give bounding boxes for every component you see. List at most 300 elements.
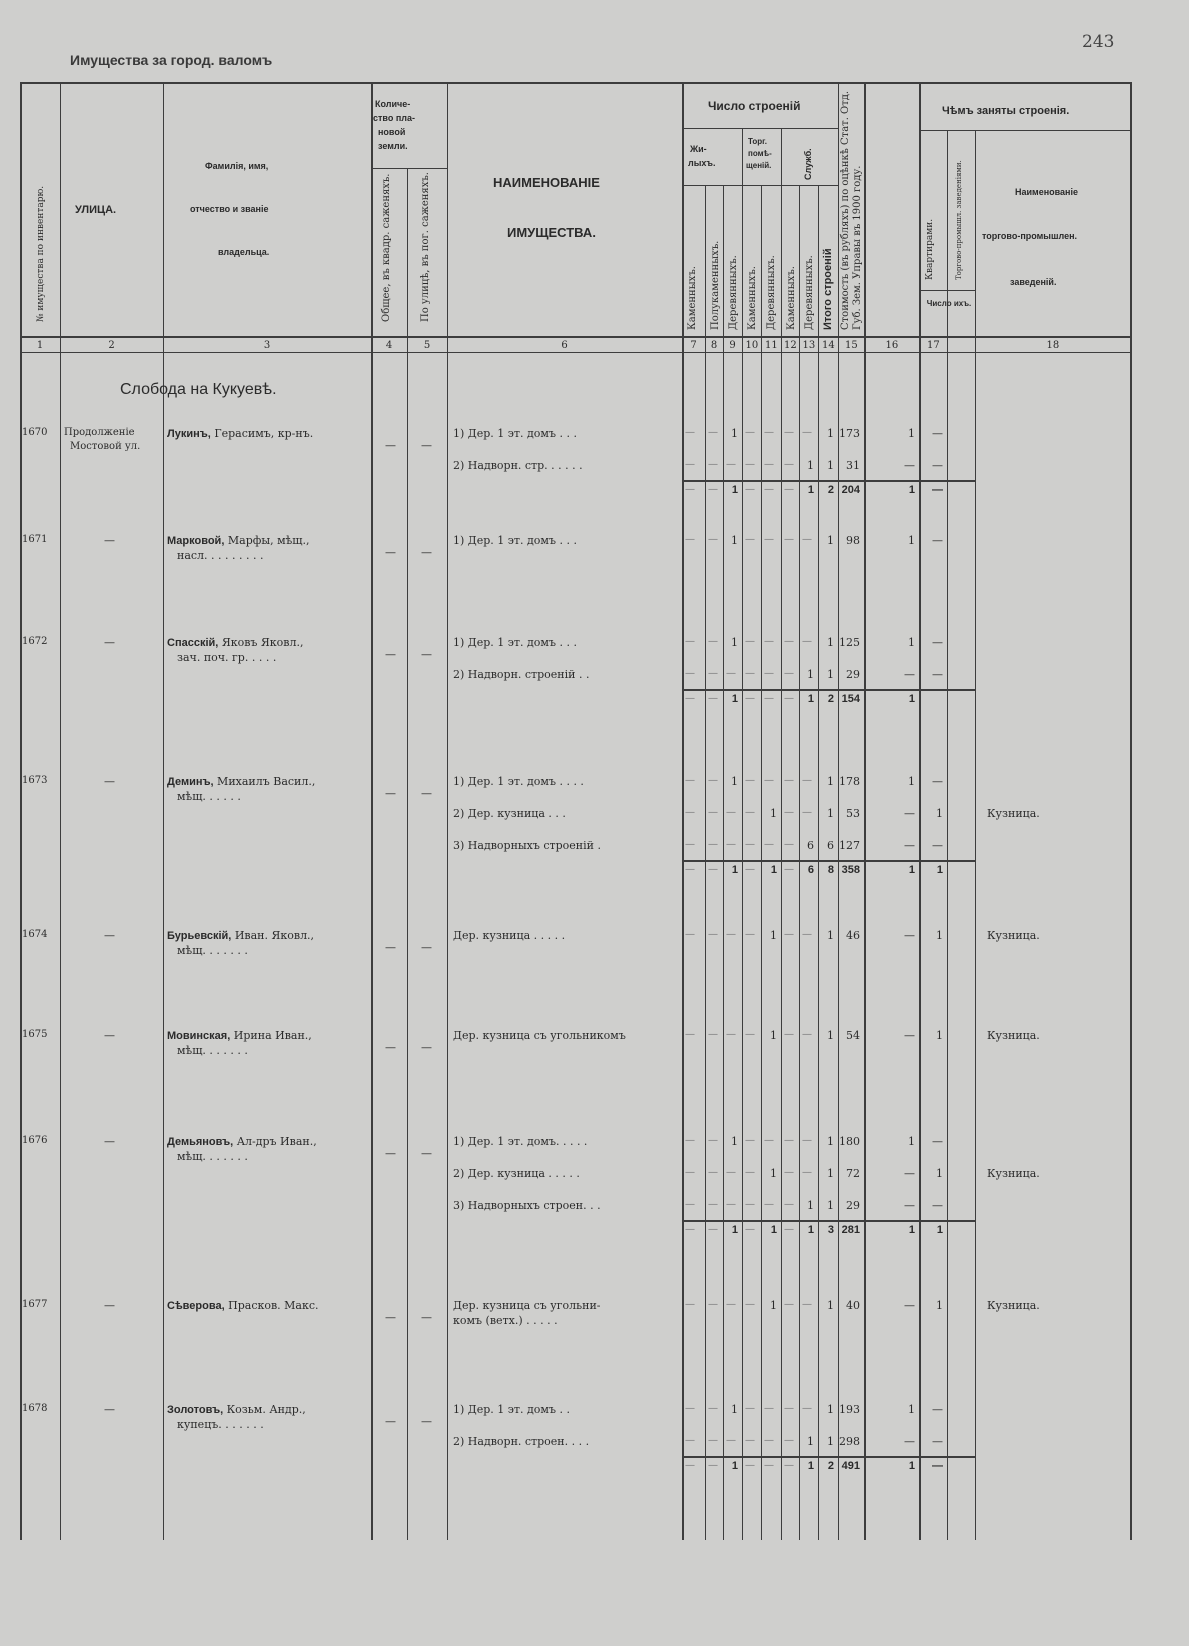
row-1672-owner-2: зач. поч. гр. . . . . [177, 651, 277, 664]
header-street: УЛИЦА. [75, 204, 117, 216]
row-1672-total-c10-dash: — [745, 693, 755, 704]
column-rule-3 [371, 82, 373, 1540]
row-1670-item-2-c7-dash: — [685, 459, 695, 470]
row-1671-owner-2: насл. . . . . . . . . [177, 549, 264, 562]
row-1674-item-1-apartments: — [904, 929, 915, 942]
row-1677-item-1-c11: 1 [770, 1299, 777, 1312]
row-1670-item-2-c13: 1 [807, 459, 814, 472]
header-count: Число ихъ. [926, 299, 972, 308]
row-1676-total-c12-dash: — [784, 1224, 794, 1235]
row-1671-item-1-c13-dash: — [802, 534, 812, 545]
row-1675-item-1-apartments: — [904, 1029, 915, 1042]
row-1676-item-1-establishments: — [932, 1135, 943, 1148]
row-1676-land-total: — [385, 1147, 396, 1160]
row-1678-total-c9: 1 [731, 1460, 738, 1472]
header-land-1: Количе- [375, 99, 411, 109]
row-1678-item-2-c7-dash: — [685, 1435, 695, 1446]
row-1678-total-total: 2 [827, 1460, 834, 1472]
column-rule-7 [705, 185, 706, 1540]
row-1670-item-2-value: 31 [846, 459, 860, 472]
row-1673-total-value: 358 [841, 864, 860, 876]
row-1676-item-3-c13: 1 [807, 1199, 814, 1212]
row-1670-item-2-apartments: — [904, 459, 915, 472]
row-1671-item-1-c9: 1 [731, 534, 738, 547]
row-street: — [104, 1029, 115, 1042]
row-1677-number: 1677 [22, 1299, 48, 1310]
row-1673-total-c13: 6 [807, 864, 814, 876]
row-1674-item-1-c12-dash: — [784, 929, 794, 940]
row-1676-total-c11: 1 [770, 1224, 777, 1236]
column-rule-6 [682, 82, 684, 1540]
column-rule-0 [20, 82, 22, 1540]
row-1672-total-c7-dash: — [685, 693, 695, 704]
header-land-2: ство пла- [373, 113, 415, 123]
row-1673-total-rule [682, 860, 975, 862]
row-1678-total-rule [682, 1456, 975, 1458]
row-1676-item-3-c8-dash: — [708, 1199, 718, 1210]
row-1675-number: 1675 [22, 1029, 48, 1040]
row-1673-item-2-c10-dash: — [745, 807, 755, 818]
header-owner-2: отчество и званіе [190, 204, 269, 214]
header-col5: По улицѣ, въ пог. саженяхъ. [420, 172, 431, 322]
row-1678-item-1-c11-dash: — [764, 1403, 774, 1414]
row-1674-item-1-c7-dash: — [685, 929, 695, 940]
header-c10: Каменныхъ. [747, 266, 758, 330]
row-1673-item-2-c8-dash: — [708, 807, 718, 818]
column-number-9: 9 [729, 340, 736, 351]
row-1676-total-c13: 1 [807, 1224, 814, 1236]
column-rule-10 [761, 185, 762, 1540]
column-rule-11 [781, 128, 782, 1540]
header-value: Стоимость (въ рубляхъ) по оцѣнкѣ Стат. Отд. Губ. Зем. Управы въ 1900 году. [840, 90, 863, 330]
row-1677-item-1-c13-dash: — [802, 1299, 812, 1310]
row-1670-item-2-c9-dash: — [726, 459, 736, 470]
header-c9: Деревянныхъ. [728, 255, 739, 330]
row-1675-owner-2: мѣщ. . . . . . . [177, 1044, 248, 1057]
row-1676-item-3-apartments: — [904, 1199, 915, 1212]
row-1672-item-2-c9-dash: — [726, 668, 736, 679]
row-1678-item-2-c9-dash: — [726, 1435, 736, 1446]
row-1672-item-1-total: 1 [827, 636, 834, 649]
row-1677-item-1-c9-dash: — [726, 1299, 736, 1310]
row-1674-item-1-c9-dash: — [726, 929, 736, 940]
row-1678-item-1-apartments: 1 [908, 1403, 915, 1416]
header-c7: Каменныхъ. [687, 266, 698, 330]
row-1671-item-1: 1) Дер. 1 эт. домъ . . . [453, 534, 577, 547]
row-1675-item-1-c10-dash: — [745, 1029, 755, 1040]
row-1672-item-1-value: 125 [839, 636, 860, 649]
row-1676-total-value: 281 [841, 1224, 860, 1236]
row-street: — [104, 775, 115, 788]
column-rule-17 [947, 130, 948, 1540]
row-street-2: Мостовой ул. [70, 441, 141, 452]
row-1670-total-value: 204 [841, 484, 860, 496]
row-1676-total-total: 3 [827, 1224, 834, 1236]
row-1673-item-2-establishment-name: Кузница. [987, 807, 1040, 820]
row-1673-item-3-c9-dash: — [726, 839, 736, 850]
column-number-18: 18 [1046, 340, 1060, 351]
row-street: — [104, 1299, 115, 1312]
row-1673-total-c12-dash: — [784, 864, 794, 875]
row-1673-item-2-c12-dash: — [784, 807, 794, 818]
row-1673-item-1: 1) Дер. 1 эт. домъ . . . . [453, 775, 584, 788]
row-1678-number: 1678 [22, 1403, 48, 1414]
row-1678-item-1-c7-dash: — [685, 1403, 695, 1414]
row-1673-total-c7-dash: — [685, 864, 695, 875]
row-1675-item-1-c7-dash: — [685, 1029, 695, 1040]
row-1678-owner-2: купецъ. . . . . . . [177, 1418, 264, 1431]
row-1673-total-apartments: 1 [908, 864, 915, 876]
row-1670-total-establishments: — [932, 484, 943, 496]
row-street: Продолженіе [64, 427, 135, 438]
row-1674-item-1-c8-dash: — [708, 929, 718, 940]
row-1678-total-c11-dash: — [764, 1460, 774, 1471]
row-1671-item-1-c12-dash: — [784, 534, 794, 545]
row-1678-total-value: 491 [841, 1460, 860, 1472]
row-1677-item-1-c7-dash: — [685, 1299, 695, 1310]
row-1672-item-1-c11-dash: — [764, 636, 774, 647]
row-1675-land-total: — [385, 1041, 396, 1054]
row-1670-item-2: 2) Надворн. стр. . . . . . [453, 459, 583, 472]
row-1675-item-1-establishment-name: Кузница. [987, 1029, 1040, 1042]
row-1678-item-2-establishments: — [932, 1435, 943, 1448]
row-1677-item-1-establishment-name: Кузница. [987, 1299, 1040, 1312]
row-1674-item-1: Дер. кузница . . . . . [453, 929, 566, 942]
row-1676-item-2: 2) Дер. кузница . . . . . [453, 1167, 580, 1180]
row-1673-item-3-c10-dash: — [745, 839, 755, 850]
header-service: Служб. [803, 148, 813, 180]
column-rule-18 [975, 130, 976, 1540]
row-1672-total-c13: 1 [807, 693, 814, 705]
column-rule-4 [407, 168, 408, 1540]
row-1678-item-2-c11-dash: — [764, 1435, 774, 1446]
header-col4: Общее, въ квадр. саженяхъ. [381, 173, 392, 322]
row-1675-item-1-c8-dash: — [708, 1029, 718, 1040]
column-number-8: 8 [710, 340, 718, 351]
row-1674-item-1-establishments: 1 [936, 929, 943, 942]
row-1670-total-apartments: 1 [908, 484, 915, 496]
row-1671-item-1-c11-dash: — [764, 534, 774, 545]
row-1673-owner: Деминъ, Михаилъ Васил., [167, 775, 316, 788]
row-1672-number: 1672 [22, 636, 48, 647]
row-1672-total-c12-dash: — [784, 693, 794, 704]
row-1674-number: 1674 [22, 929, 48, 940]
row-1674-item-1-total: 1 [827, 929, 834, 942]
row-1672-item-2-c8-dash: — [708, 668, 718, 679]
header-owner-3: владельца. [218, 247, 270, 257]
row-1678-land-street: — [421, 1415, 432, 1428]
header-trade-2: помѣ- [748, 149, 772, 158]
row-1676-total-establishments: 1 [936, 1224, 943, 1236]
column-number-5: 5 [423, 340, 431, 351]
occupancy-subheader-rule [919, 130, 1130, 131]
row-1673-item-1-apartments: 1 [908, 775, 915, 788]
row-1670-item-2-establishments: — [932, 459, 943, 472]
row-1672-item-2-establishments: — [932, 668, 943, 681]
column-number-6: 6 [561, 340, 568, 351]
row-1678-item-2-c8-dash: — [708, 1435, 718, 1446]
row-1673-item-3-c11-dash: — [764, 839, 774, 850]
row-1673-total-total: 8 [827, 864, 834, 876]
row-1671-number: 1671 [22, 534, 48, 545]
land-subheader-rule [371, 168, 447, 169]
row-1670-total-c9: 1 [731, 484, 738, 496]
row-1672-total-c11-dash: — [764, 693, 774, 704]
row-1673-item-2-total: 1 [827, 807, 834, 820]
header-land-3: новой [378, 127, 406, 137]
row-1678-item-2-value: 298 [839, 1435, 860, 1448]
column-number-1: 1 [36, 340, 44, 351]
row-1670-item-1-c8-dash: — [708, 427, 718, 438]
header-buildings-count: Число строеній [708, 99, 801, 113]
row-1675-land-street: — [421, 1041, 432, 1054]
row-1670-item-1-c7-dash: — [685, 427, 695, 438]
row-1676-item-1-c9: 1 [731, 1135, 738, 1148]
row-1673-item-1-c8-dash: — [708, 775, 718, 786]
row-1673-total-c8-dash: — [708, 864, 718, 875]
row-1676-item-2-c12-dash: — [784, 1167, 794, 1178]
header-c13: Деревянныхъ. [804, 255, 815, 330]
row-1676-item-1-c10-dash: — [745, 1135, 755, 1146]
row-1672-item-2-apartments: — [904, 668, 915, 681]
row-1672-item-2-total: 1 [827, 668, 834, 681]
row-1678-total-c8-dash: — [708, 1460, 718, 1471]
row-1673-item-1-c10-dash: — [745, 775, 755, 786]
row-1670-item-1-c10-dash: — [745, 427, 755, 438]
column-rule-5 [447, 82, 448, 1540]
row-1674-land-street: — [421, 941, 432, 954]
row-1675-item-1-establishments: 1 [936, 1029, 943, 1042]
row-1673-owner-2: мѣщ. . . . . . [177, 790, 241, 803]
row-1671-item-1-c7-dash: — [685, 534, 695, 545]
row-1676-item-1-value: 180 [839, 1135, 860, 1148]
row-1673-item-3-value: 127 [839, 839, 860, 852]
row-1675-item-1: Дер. кузница съ угольникомъ [453, 1029, 626, 1042]
row-1676-item-1: 1) Дер. 1 эт. домъ. . . . . [453, 1135, 588, 1148]
column-number-15: 15 [845, 340, 858, 351]
row-1674-owner-2: мѣщ. . . . . . . [177, 944, 248, 957]
row-1672-land-total: — [385, 648, 396, 661]
column-rule-9 [742, 128, 743, 1540]
row-1675-owner: Мовинская, Ирина Иван., [167, 1029, 312, 1042]
row-1676-item-1-total: 1 [827, 1135, 834, 1148]
row-1670-total-rule [682, 480, 975, 482]
row-1670-total-c8-dash: — [708, 484, 718, 495]
row-1673-total-c11: 1 [770, 864, 777, 876]
header-land-4: земли. [378, 141, 408, 151]
row-1676-item-3-total: 1 [827, 1199, 834, 1212]
row-1673-item-1-value: 178 [839, 775, 860, 788]
row-1673-item-3-c13: 6 [807, 839, 814, 852]
row-1671-item-1-c8-dash: — [708, 534, 718, 545]
column-number-3: 3 [263, 340, 271, 351]
row-1672-item-1-c9: 1 [731, 636, 738, 649]
header-establishment-3: заведеній. [1010, 277, 1057, 287]
column-number-14: 14 [822, 340, 835, 351]
row-1678-item-2-total: 1 [827, 1435, 834, 1448]
row-1670-land-total: — [385, 439, 396, 452]
row-1676-item-3-c7-dash: — [685, 1199, 695, 1210]
row-1678-item-1-c13-dash: — [802, 1403, 812, 1414]
row-1676-total-c8-dash: — [708, 1224, 718, 1235]
row-1670-item-1-c11-dash: — [764, 427, 774, 438]
column-rule-19 [1130, 82, 1132, 1540]
row-1678-land-total: — [385, 1415, 396, 1428]
row-1673-item-1-c7-dash: — [685, 775, 695, 786]
row-1677-item-1-value: 40 [846, 1299, 860, 1312]
header-establishment-2: торгово-промышлен. [982, 231, 1078, 241]
row-1677-item-1-c8-dash: — [708, 1299, 718, 1310]
row-1670-total-c11-dash: — [764, 484, 774, 495]
row-1677-item-1-establishments: 1 [936, 1299, 943, 1312]
row-1677-item-1-c12-dash: — [784, 1299, 794, 1310]
row-street: — [104, 534, 115, 547]
row-1673-item-3-c7-dash: — [685, 839, 695, 850]
row-1672-item-2-c11-dash: — [764, 668, 774, 679]
row-1673-item-3-establishments: — [932, 839, 943, 852]
row-1674-item-1-c10-dash: — [745, 929, 755, 940]
row-1673-item-2-c7-dash: — [685, 807, 695, 818]
row-1676-number: 1676 [22, 1135, 48, 1146]
row-1676-item-3-c11-dash: — [764, 1199, 774, 1210]
row-1671-item-1-c10-dash: — [745, 534, 755, 545]
column-rule-13 [818, 185, 819, 1540]
row-1676-item-2-total: 1 [827, 1167, 834, 1180]
row-1673-total-c10-dash: — [745, 864, 755, 875]
row-1675-item-1-total: 1 [827, 1029, 834, 1042]
row-1677-item-1-c10-dash: — [745, 1299, 755, 1310]
row-1676-item-1-apartments: 1 [908, 1135, 915, 1148]
header-c11: Деревянныхъ. [766, 255, 777, 330]
column-number-4: 4 [385, 340, 393, 351]
row-1674-item-1-c11: 1 [770, 929, 777, 942]
row-1672-item-1-apartments: 1 [908, 636, 915, 649]
row-1670-number: 1670 [22, 427, 48, 438]
row-1678-item-1-c9: 1 [731, 1403, 738, 1416]
row-1673-item-3: 3) Надворныхъ строеній . [453, 839, 601, 852]
header-residential-2: лыхъ. [688, 158, 716, 168]
row-1673-item-2-c11: 1 [770, 807, 777, 820]
row-1673-item-1-c12-dash: — [784, 775, 794, 786]
row-1670-total-c12-dash: — [784, 484, 794, 495]
row-1673-item-2: 2) Дер. кузница . . . [453, 807, 566, 820]
row-1678-total-establishments: — [932, 1460, 943, 1472]
row-1675-item-1-c12-dash: — [784, 1029, 794, 1040]
row-1672-item-1-c7-dash: — [685, 636, 695, 647]
row-1672-total-c8-dash: — [708, 693, 718, 704]
column-number-16: 16 [885, 340, 899, 351]
row-1676-item-3-value: 29 [846, 1199, 860, 1212]
header-total-buildings: Итого строеній [822, 248, 834, 330]
header-property-2: ИМУЩЕСТВА. [507, 225, 596, 240]
row-1672-item-1-c12-dash: — [784, 636, 794, 647]
row-1672-item-1-c13-dash: — [802, 636, 812, 647]
header-trade-establishments: Торгово-промышл. заведеніями. [955, 160, 963, 280]
row-1670-land-street: — [421, 439, 432, 452]
header-residential-1: Жи- [690, 144, 707, 154]
row-1677-item-1-total: 1 [827, 1299, 834, 1312]
row-1670-owner: Лукинъ, Герасимъ, кр-нъ. [167, 427, 314, 440]
column-number-12: 12 [784, 340, 797, 351]
row-1673-item-2-value: 53 [846, 807, 860, 820]
column-rule-1 [60, 82, 61, 1540]
row-1676-item-1-c12-dash: — [784, 1135, 794, 1146]
header-owner-1: Фамилія, имя, [205, 161, 269, 171]
row-1672-item-1-c8-dash: — [708, 636, 718, 647]
row-1673-item-3-c12-dash: — [784, 839, 794, 850]
header-property-1: НАИМЕНОВАНІЕ [493, 175, 600, 190]
header-occupancy: Чѣмъ заняты строенія. [942, 105, 1070, 117]
column-rule-2 [163, 82, 164, 1540]
row-1676-item-3-c9-dash: — [726, 1199, 736, 1210]
row-1673-land-total: — [385, 787, 396, 800]
row-1675-item-1-c11: 1 [770, 1029, 777, 1042]
row-1673-item-1-total: 1 [827, 775, 834, 788]
row-1676-owner-2: мѣщ. . . . . . . [177, 1150, 248, 1163]
column-number-rule [20, 352, 1130, 353]
row-1670-total-c13: 1 [807, 484, 814, 496]
row-1676-item-2-c7-dash: — [685, 1167, 695, 1178]
row-1670-item-1-establishments: — [932, 427, 943, 440]
row-1676-item-3: 3) Надворныхъ строен. . . [453, 1199, 601, 1212]
row-1673-item-1-c11-dash: — [764, 775, 774, 786]
row-1670-item-1: 1) Дер. 1 эт. домъ . . . [453, 427, 577, 440]
row-street: — [104, 636, 115, 649]
row-1678-total-c7-dash: — [685, 1460, 695, 1471]
row-1673-item-3-apartments: — [904, 839, 915, 852]
row-1675-item-1-c9-dash: — [726, 1029, 736, 1040]
row-1673-item-2-establishments: 1 [936, 807, 943, 820]
row-1678-total-c13: 1 [807, 1460, 814, 1472]
row-1672-item-2-c13: 1 [807, 668, 814, 681]
row-1674-item-1-value: 46 [846, 929, 860, 942]
row-1672-item-2-c12-dash: — [784, 668, 794, 679]
row-1672-item-1-establishments: — [932, 636, 943, 649]
row-1676-item-2-c10-dash: — [745, 1167, 755, 1178]
row-1670-item-2-total: 1 [827, 459, 834, 472]
row-1676-total-c9: 1 [731, 1224, 738, 1236]
row-1676-item-3-establishments: — [932, 1199, 943, 1212]
row-1676-total-apartments: 1 [908, 1224, 915, 1236]
row-1670-total-total: 2 [827, 484, 834, 496]
row-1676-item-1-c7-dash: — [685, 1135, 695, 1146]
row-1676-land-street: — [421, 1147, 432, 1160]
section-title: Слобода на Кукуевѣ. [120, 381, 277, 398]
row-1678-total-apartments: 1 [908, 1460, 915, 1472]
row-1673-item-1-c9: 1 [731, 775, 738, 788]
row-1678-total-c12-dash: — [784, 1460, 794, 1471]
row-1672-item-2-c7-dash: — [685, 668, 695, 679]
row-1678-item-1-c12-dash: — [784, 1403, 794, 1414]
row-1676-item-1-c8-dash: — [708, 1135, 718, 1146]
row-1671-land-street: — [421, 546, 432, 559]
row-1677-owner: Сѣверова, Прасков. Макс. [167, 1299, 319, 1312]
row-1673-item-1-c13-dash: — [802, 775, 812, 786]
row-1677-land-total: — [385, 1311, 396, 1324]
row-1678-item-1-value: 193 [839, 1403, 860, 1416]
row-1672-item-2: 2) Надворн. строеній . . [453, 668, 590, 681]
buildings-subheader-rule [682, 128, 838, 129]
row-1670-total-c7-dash: — [685, 484, 695, 495]
row-1678-item-2-c10-dash: — [745, 1435, 755, 1446]
row-1677-item-1: Дер. кузница съ угольни- [453, 1299, 601, 1312]
row-1671-owner: Марковой, Марфы, мѣщ., [167, 534, 310, 547]
column-number-13: 13 [802, 340, 816, 351]
row-street: — [104, 1403, 115, 1416]
column-number-7: 7 [690, 340, 697, 351]
column-number-10: 10 [745, 340, 759, 351]
row-1677-item-1-apartments: — [904, 1299, 915, 1312]
